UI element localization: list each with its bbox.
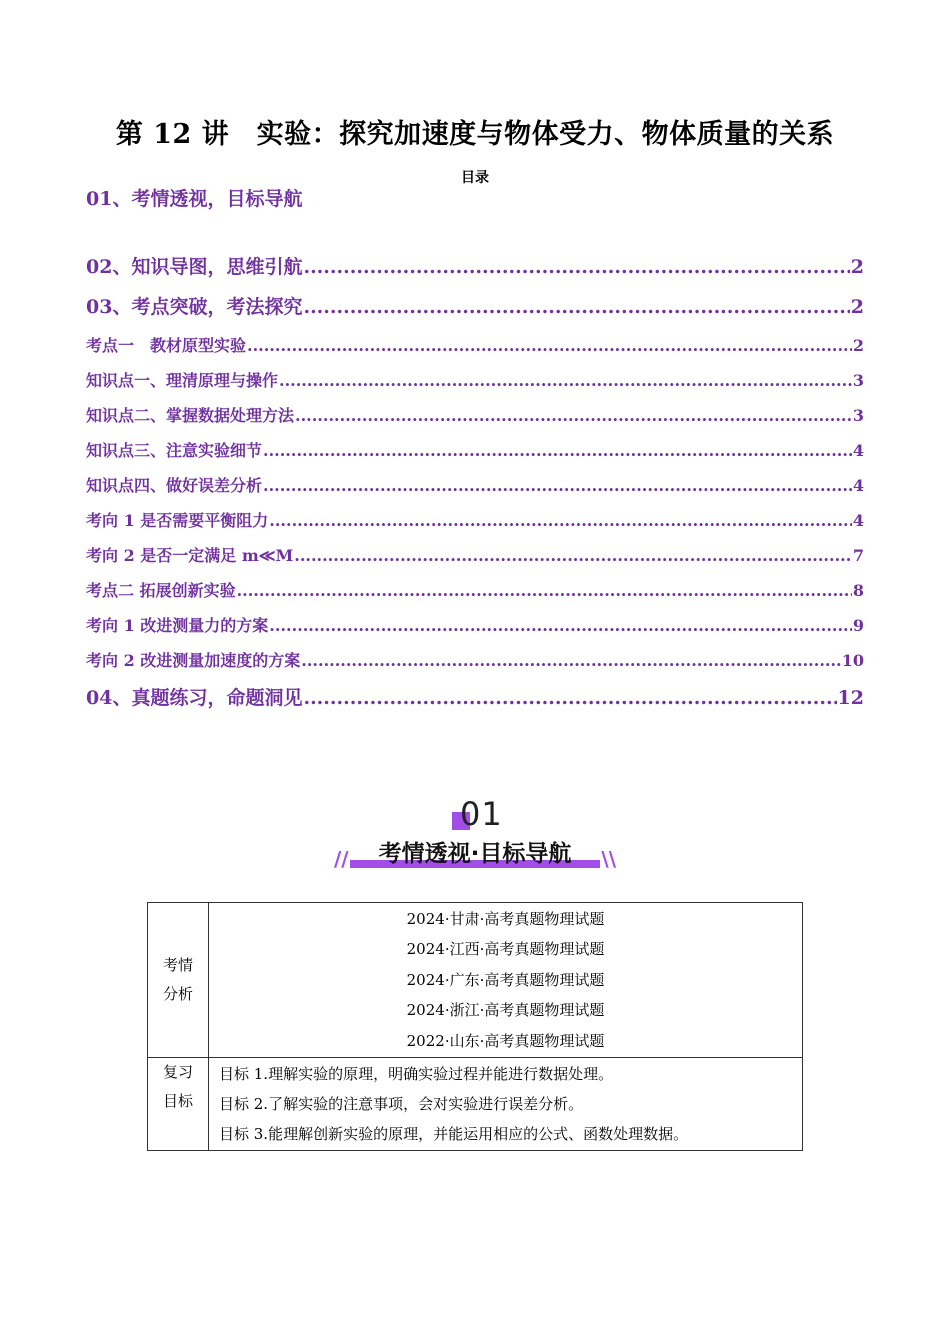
toc-leader-dots <box>279 371 852 390</box>
toc-entry-label: 知识点四、做好误差分析 <box>86 476 263 495</box>
toc-entry-kaodian-1[interactable] <box>86 333 864 356</box>
toc-entry-kaoxiang-1a[interactable] <box>86 508 864 531</box>
toc-leader-dots <box>295 406 852 425</box>
toc-leader-dots <box>269 616 852 635</box>
banner-number: 01 <box>460 795 503 833</box>
toc-entry-label: 知识点一、理清原理与操作 <box>86 371 279 390</box>
toc-entry-label: 考向 2 是否一定满足 m≪M <box>86 546 294 565</box>
toc-page-number: 12 <box>837 687 864 709</box>
toc-entry-label: 04、真题练习，命题洞见 <box>86 687 303 709</box>
toc-leader-dots <box>303 687 836 709</box>
goals-header-line: 目标 <box>162 1092 193 1110</box>
toc-page-number: 8 <box>852 581 864 600</box>
toc-leader-dots <box>301 651 840 670</box>
toc-entry-zhishidian-4[interactable] <box>86 473 864 496</box>
source-item: 2024·甘肃·高考真题物理试题 <box>406 909 605 928</box>
analysis-header-cell <box>148 903 209 1058</box>
toc-entry-04[interactable] <box>86 683 864 710</box>
document-title: 第 12 讲 实验：探究加速度与物体受力、物体质量的关系 <box>115 119 835 150</box>
table-row-goals <box>148 1058 803 1151</box>
sources-cell <box>209 903 803 1058</box>
toc-page-number: 2 <box>850 256 864 278</box>
toc-page-number: 3 <box>852 371 864 390</box>
toc-leader-dots <box>269 511 852 530</box>
source-item: 2022·山东·高考真题物理试题 <box>406 1031 605 1050</box>
toc-entry-kaoxiang-2a[interactable] <box>86 543 864 566</box>
banner-slash-right-icon: \\ <box>601 847 616 871</box>
toc-page-number: 10 <box>841 651 864 670</box>
source-item: 2024·浙江·高考真题物理试题 <box>406 1001 605 1020</box>
goal-item: 目标 3.能理解创新实验的原理，并能运用相应的公式、函数处理数据。 <box>219 1125 689 1144</box>
toc-page-number: 7 <box>852 546 864 565</box>
toc-entry-label: 03、考点突破，考法探究 <box>86 296 303 318</box>
toc-entry-zhishidian-1[interactable] <box>86 368 864 391</box>
banner-title: 考情透视·目标导航 <box>378 841 572 867</box>
toc-leader-dots <box>303 256 849 278</box>
goals-header-line: 复习 <box>162 1063 193 1081</box>
toc-page-number: 3 <box>852 406 864 425</box>
toc-page-number: 2 <box>852 336 864 355</box>
toc-heading: 目录 <box>461 170 489 186</box>
goal-item: 目标 1.理解实验的原理，明确实验过程并能进行数据处理。 <box>219 1064 614 1083</box>
toc-entry-label: 考点一 教材原型实验 <box>86 336 247 355</box>
toc-entry-kaoxiang-1b[interactable] <box>86 613 864 636</box>
exam-info-table <box>147 902 803 1151</box>
toc-entry-02[interactable] <box>86 252 864 279</box>
toc-leader-dots <box>237 581 852 600</box>
toc-entry-01[interactable] <box>86 186 316 213</box>
toc-leader-dots <box>263 476 852 495</box>
toc-page-number: 4 <box>852 476 864 495</box>
toc-entry-label: 考向 1 改进测量力的方案 <box>86 616 269 635</box>
toc-entry-label: 考向 1 是否需要平衡阻力 <box>86 511 269 530</box>
toc-entry-label: 02、知识导图，思维引航 <box>86 256 303 278</box>
goals-cell <box>209 1058 803 1151</box>
toc-leader-dots <box>247 336 852 355</box>
toc-entry-kaoxiang-2b[interactable] <box>86 648 864 671</box>
toc-entry-03[interactable] <box>86 292 864 319</box>
toc-entry-kaodian-2[interactable] <box>86 578 864 601</box>
toc-leader-dots <box>294 546 852 565</box>
toc-entry-label: 考向 2 改进测量加速度的方案 <box>86 651 301 670</box>
toc-entry-label: 知识点二、掌握数据处理方法 <box>86 406 295 425</box>
toc-page-number: 4 <box>852 511 864 530</box>
goals-header-cell <box>148 1058 209 1151</box>
toc-entry-label: 考点二 拓展创新实验 <box>86 581 236 600</box>
toc-page-number: 9 <box>852 616 864 635</box>
source-item: 2024·广东·高考真题物理试题 <box>406 970 605 989</box>
toc-entry-zhishidian-2[interactable] <box>86 403 864 426</box>
toc-entry-label: 01、考情透视，目标导航 <box>86 188 303 210</box>
banner-slash-left-icon: // <box>334 847 349 871</box>
toc-page-number: 2 <box>850 296 864 318</box>
section-banner <box>330 795 620 875</box>
table-row-analysis <box>148 903 803 1058</box>
analysis-header-line: 考情 <box>162 956 193 974</box>
goal-item: 目标 2.了解实验的注意事项，会对实验进行误差分析。 <box>219 1094 584 1113</box>
toc-leader-dots <box>263 441 852 460</box>
toc-page-number: 4 <box>852 441 864 460</box>
analysis-header-line: 分析 <box>162 985 193 1003</box>
toc-entry-label: 知识点三、注意实验细节 <box>86 441 263 460</box>
toc-entry-zhishidian-3[interactable] <box>86 438 864 461</box>
source-item: 2024·江西·高考真题物理试题 <box>406 940 605 959</box>
toc-leader-dots <box>303 296 849 318</box>
